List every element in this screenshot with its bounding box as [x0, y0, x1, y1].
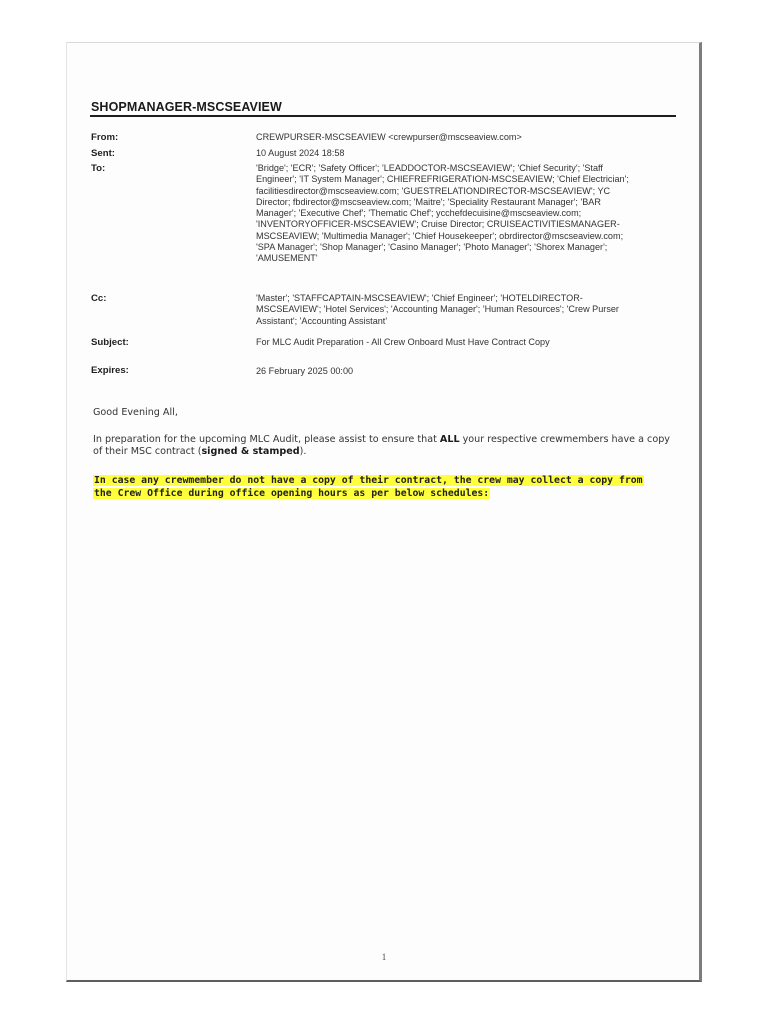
sent-label: Sent:	[91, 148, 115, 159]
expires-value: 26 February 2025 00:00	[256, 366, 354, 376]
to-label: To:	[91, 163, 106, 174]
cc-recipients: 'Master'; 'STAFFCAPTAIN-MSCSEAVIEW'; 'Chief Engineer'; 'HOTELDIRECTOR- MSCSEAVIEW'; 'Hotel Services'; 'Accounting Manager'; 'Human Resources'; 'Crew Purser Assistant'; 'Accounting Assistant'	[256, 293, 619, 326]
from-label: From:	[91, 132, 119, 143]
subject-label: Subject:	[91, 337, 129, 348]
subject-value: For MLC Audit Preparation - All Crew Onboard Must Have Contract Copy	[256, 337, 550, 347]
mailbox-title: SHOPMANAGER-MSCSEAVIEW	[91, 100, 282, 114]
para1-text-1: In preparation for the upcoming MLC Audit, please assist to ensure that	[93, 434, 440, 445]
highlighted-notice	[93, 475, 675, 500]
title-divider	[90, 115, 676, 117]
greeting: Good Evening All,	[93, 407, 178, 418]
from-value: CREWPURSER-MSCSEAVIEW <crewpurser@mscseaview.com>	[256, 132, 522, 142]
expires-label: Expires:	[91, 365, 129, 376]
para1-bold-all: ALL	[439, 434, 460, 445]
document-page	[66, 42, 702, 982]
para1-text-3: ).	[299, 445, 307, 457]
highlight-line-2: the Crew Office during office opening hours as per below schedules:	[94, 487, 490, 499]
sent-value: 10 August 2024 18:58	[256, 148, 345, 158]
body-paragraph	[93, 434, 673, 457]
page-number: 1	[381, 952, 387, 962]
cc-label: Cc:	[91, 293, 107, 304]
to-recipients: 'Bridge'; 'ECR'; 'Safety Officer'; 'LEADDOCTOR-MSCSEAVIEW'; 'Chief Security'; 'Staff Engineer'; 'IT System Manager'; CHIEFREFRIGERATION-MSCSEAVIEW; 'Chief Electrician'; facilitiesdirector@mscseaview.com; 'GUESTRELATIONDIRECTOR-MSCSEAVIEW'; YC Director; fbdirector@mscseaview.com; 'Maitre'; 'Speciality Restaurant Manager'; 'BAR Manager'; 'Executive Chef'; 'Thematic Chef'; ycchefdecuisine@mscseaview.com; 'INVENTORYOFFICER-MSCSEAVIEW'; Cruise Director; CRUISEACTIVITIESMANAGER- MSCSEAVIEW; 'Multimedia Manager'; 'Chief Housekeeper'; obrdirector@mscseaview.com; 'SPA Manager'; 'Shop Manager'; 'Casino Manager'; 'Photo Manager'; 'Shorex Manager'; 'AMUSEMENT'	[256, 163, 629, 264]
para1-text-2: your respective crewmembers have a copy of their MSC contract (	[93, 434, 670, 457]
highlight-line-1: In case any crewmember do not have a copy of their contract, the crew may collect a copy from	[94, 475, 643, 486]
para1-bold-signed: signed & stamped	[201, 445, 300, 457]
